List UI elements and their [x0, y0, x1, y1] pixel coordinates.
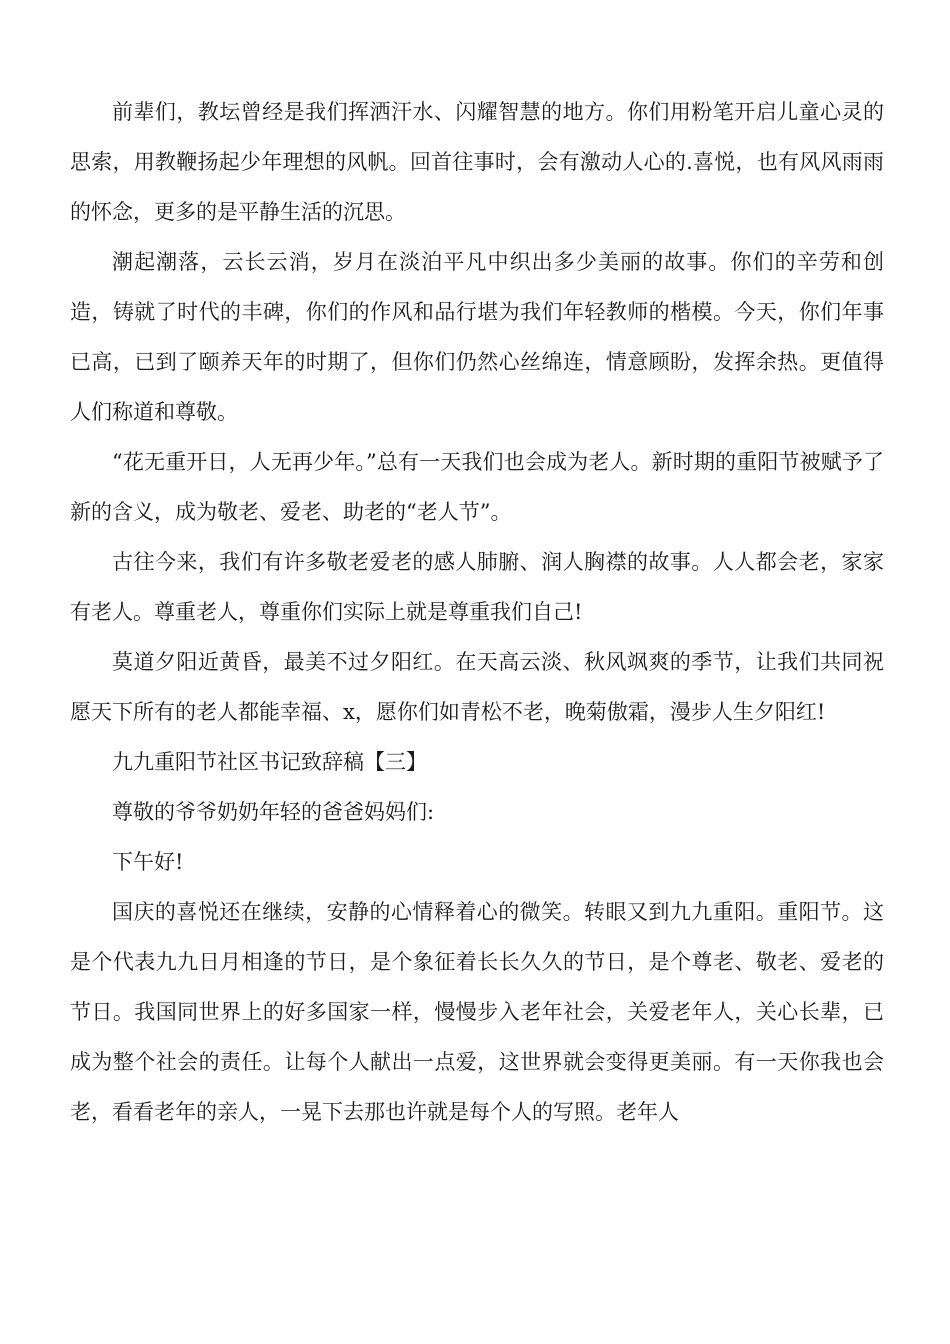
paragraph-6: 国庆的喜悦还在继续，安静的心情释着心的微笑。转眼又到九九重阳。重阳节。这是个代表九九日月相逢的节日，是个象征着长长久久的节日，是个尊老、敬老、爱老的节日。我国同世界上的好多国家一样，慢慢步入老年社会，关爱老年人，关心长辈，已成为整个社会的责任。让每个人献出一点爱，这世界就会变得更美丽。有一天你我也会老，看看老年的亲人，一晃下去那也许就是每个人的写照。老年人 [70, 900, 884, 1124]
paragraph-2: 潮起潮落，云长云消，岁月在淡泊平凡中织出多少美丽的故事。你们的辛劳和创造，铸就了时代的丰碑，你们的作风和品行堪为我们年轻教师的楷模。今天，你们年事已高，已到了颐养天年的时期了，但你们仍然心丝绵连，情意顾盼，发挥余热。更值得人们称道和尊敬。 [70, 250, 884, 424]
document-body [70, 87, 884, 1137]
greeting: 下午好! [112, 850, 184, 874]
paragraph-5: 莫道夕阳近黄昏，最美不过夕阳红。在天高云淡、秋风飒爽的季节，让我们共同祝愿天下所有的老人都能幸福、x，愿你们如青松不老，晚菊傲霜，漫步人生夕阳红! [70, 650, 884, 724]
paragraph-4: 古往今来，我们有许多敬老爱老的感人肺腑、润人胸襟的故事。人人都会老，家家有老人。尊重老人，尊重你们实际上就是尊重我们自己! [70, 550, 884, 624]
paragraph-3: “花无重开日，人无再少年。”总有一天我们也会成为老人。新时期的重阳节被赋予了新的含义，成为敬老、爱老、助老的“老人节”。 [70, 450, 884, 524]
paragraph-1: 前辈们，教坛曾经是我们挥洒汗水、闪耀智慧的地方。你们用粉笔开启儿童心灵的思索，用教鞭扬起少年理想的风帆。回首往事时，会有激动人心的.喜悦，也有风风雨雨的怀念，更多的是平静生活的沉思。 [70, 100, 884, 224]
salutation: 尊敬的爷爷奶奶年轻的爸爸妈妈们: [112, 800, 435, 824]
section-heading: 九九重阳节社区书记致辞稿【三】 [112, 750, 427, 774]
